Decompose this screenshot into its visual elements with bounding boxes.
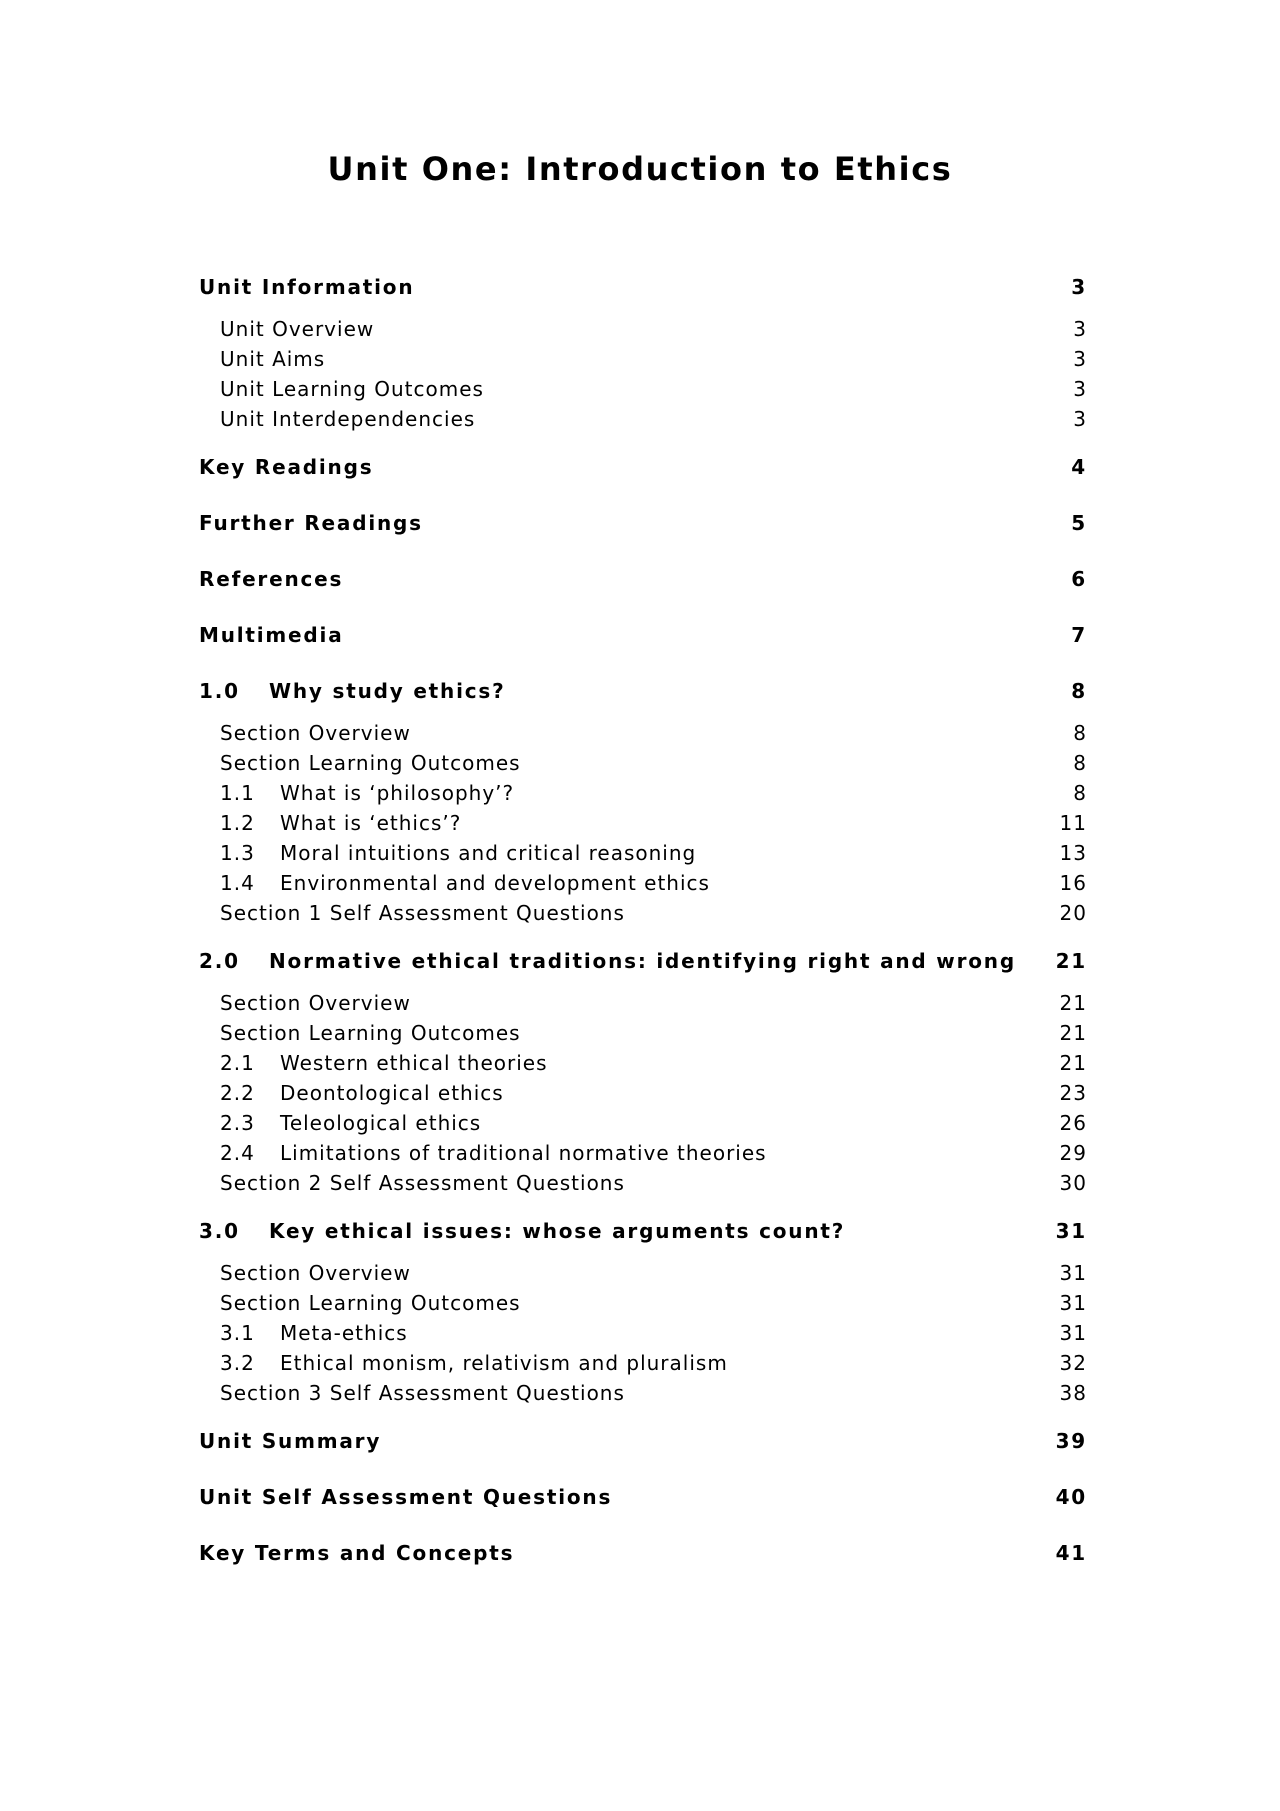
toc-subentry[interactable] [199, 778, 1087, 808]
toc-entry-title: Key Readings [199, 455, 374, 479]
toc-entry-title: Moral intuitions and critical reasoning [280, 841, 697, 865]
toc-subentry[interactable] [199, 344, 1087, 374]
toc-entry-label-group [220, 1168, 625, 1198]
toc-entry-page-number: 8 [1073, 781, 1087, 805]
toc-entry-number: 3.0 [199, 1219, 240, 1243]
toc-subentry[interactable] [199, 1288, 1087, 1318]
toc-entry-page-number: 3 [1073, 407, 1087, 431]
toc-entry-page-number: 3 [1073, 317, 1087, 341]
toc-entry-title: Deontological ethics [280, 1081, 504, 1105]
toc-entry-label-group [199, 1426, 381, 1456]
table-of-contents [199, 272, 1087, 1594]
toc-entry-number: 1.2 [220, 811, 255, 835]
toc-entry-label-group [220, 838, 696, 868]
toc-entry-title: Section 1 Self Assessment Questions [220, 901, 625, 925]
toc-entry-page-number: 41 [1055, 1541, 1087, 1565]
toc-subentry[interactable] [199, 1348, 1087, 1378]
toc-entry-page-number: 31 [1059, 1321, 1087, 1345]
toc-heading-entry[interactable] [199, 272, 1087, 314]
toc-heading-entry[interactable] [199, 1426, 1087, 1482]
toc-subentry[interactable] [199, 1048, 1087, 1078]
toc-entry-title: Further Readings [199, 511, 423, 535]
toc-entry-label-group [220, 1288, 521, 1318]
toc-subentry[interactable] [199, 314, 1087, 344]
toc-entry-page-number: 21 [1059, 1021, 1087, 1045]
toc-entry-title: Section 3 Self Assessment Questions [220, 1381, 625, 1405]
toc-entry-page-number: 11 [1059, 811, 1087, 835]
toc-entry-title: Unit Self Assessment Questions [199, 1485, 613, 1509]
toc-entry-number: 2.4 [220, 1141, 255, 1165]
toc-entry-label-group [220, 1018, 521, 1048]
toc-entry-title: Section Learning Outcomes [220, 751, 521, 775]
toc-entry-number: 2.0 [199, 949, 240, 973]
toc-entry-page-number: 3 [1071, 275, 1087, 299]
toc-entry-label-group [220, 1138, 767, 1168]
toc-entry-label-group [220, 868, 710, 898]
toc-entry-label-group [220, 314, 374, 344]
toc-heading-entry[interactable] [199, 1216, 1087, 1258]
toc-entry-label-group [220, 808, 461, 838]
toc-entry-page-number: 7 [1071, 623, 1087, 647]
toc-entry-page-number: 21 [1059, 1051, 1087, 1075]
toc-entry-page-number: 39 [1055, 1429, 1087, 1453]
toc-entry-label-group [220, 404, 475, 434]
toc-entry-title: Key ethical issues: whose arguments count? [269, 1219, 846, 1243]
toc-entry-title: Multimedia [199, 623, 344, 647]
toc-entry-page-number: 16 [1059, 871, 1087, 895]
toc-heading-entry[interactable] [199, 946, 1087, 988]
toc-entry-label-group [199, 1482, 612, 1512]
toc-heading-entry[interactable] [199, 564, 1087, 620]
toc-entry-title: Section Overview [220, 1261, 411, 1285]
toc-subentry[interactable] [199, 1318, 1087, 1348]
toc-entry-number: 1.0 [199, 679, 240, 703]
toc-entry-page-number: 5 [1071, 511, 1087, 535]
toc-subentry[interactable] [199, 1378, 1087, 1426]
toc-entry-label-group [220, 1108, 481, 1138]
toc-entry-page-number: 3 [1073, 377, 1087, 401]
toc-entry-title: Key Terms and Concepts [199, 1541, 515, 1565]
toc-entry-label-group [220, 778, 514, 808]
toc-entry-label-group [199, 564, 343, 594]
toc-entry-page-number: 30 [1059, 1171, 1087, 1195]
toc-entry-page-number: 6 [1071, 567, 1087, 591]
toc-entry-page-number: 32 [1059, 1351, 1087, 1375]
toc-subentry[interactable] [199, 404, 1087, 452]
toc-entry-title: Environmental and development ethics [280, 871, 710, 895]
toc-entry-label-group [199, 1538, 514, 1568]
toc-entry-number: 3.1 [220, 1321, 255, 1345]
toc-entry-label-group [220, 1258, 411, 1288]
toc-entry-label-group [199, 508, 423, 538]
toc-entry-title: Section 2 Self Assessment Questions [220, 1171, 625, 1195]
toc-subentry[interactable] [199, 988, 1087, 1018]
toc-entry-label-group [220, 344, 325, 374]
toc-entry-label-group [220, 1048, 548, 1078]
toc-subentry[interactable] [199, 1138, 1087, 1168]
toc-entry-title: Limitations of traditional normative theories [280, 1141, 767, 1165]
toc-entry-title: Unit Summary [199, 1429, 382, 1453]
toc-entry-page-number: 3 [1073, 347, 1087, 371]
toc-entry-number: 1.1 [220, 781, 255, 805]
toc-entry-title: Teleological ethics [280, 1111, 482, 1135]
toc-entry-page-number: 4 [1071, 455, 1087, 479]
toc-entry-label-group [199, 452, 373, 482]
toc-entry-page-number: 26 [1059, 1111, 1087, 1135]
toc-subentry[interactable] [199, 1018, 1087, 1048]
toc-entry-label-group [220, 748, 521, 778]
toc-entry-title: References [199, 567, 344, 591]
toc-heading-entry[interactable] [199, 620, 1087, 676]
page-title: Unit One: Introduction to Ethics [327, 150, 953, 188]
toc-entry-number: 2.2 [220, 1081, 255, 1105]
toc-subentry[interactable] [199, 808, 1087, 838]
toc-subentry[interactable] [199, 374, 1087, 404]
toc-entry-number: 1.3 [220, 841, 255, 865]
toc-entry-label-group [220, 1078, 504, 1108]
toc-entry-page-number: 29 [1059, 1141, 1087, 1165]
toc-heading-entry[interactable] [199, 1482, 1087, 1538]
toc-entry-page-number: 31 [1059, 1261, 1087, 1285]
toc-entry-label-group [220, 898, 625, 928]
toc-entry-page-number: 31 [1059, 1291, 1087, 1315]
toc-entry-page-number: 20 [1059, 901, 1087, 925]
toc-subentry[interactable] [199, 1258, 1087, 1288]
toc-entry-label-group [199, 1216, 845, 1246]
toc-entry-number: 2.1 [220, 1051, 255, 1075]
toc-subentry[interactable] [199, 838, 1087, 868]
toc-subentry[interactable] [199, 1078, 1087, 1108]
toc-entry-title: What is ‘ethics’? [280, 811, 462, 835]
toc-entry-title: Unit Interdependencies [220, 407, 476, 431]
toc-entry-label-group [220, 1318, 408, 1348]
toc-entry-title: Unit Information [199, 275, 415, 299]
toc-entry-page-number: 8 [1073, 751, 1087, 775]
toc-entry-title: Section Learning Outcomes [220, 1021, 521, 1045]
toc-heading-entry[interactable] [199, 1538, 1087, 1594]
toc-subentry[interactable] [199, 868, 1087, 898]
toc-entry-title: Unit Learning Outcomes [220, 377, 484, 401]
toc-entry-page-number: 8 [1073, 721, 1087, 745]
toc-entry-page-number: 21 [1055, 949, 1087, 973]
toc-entry-page-number: 40 [1055, 1485, 1087, 1509]
toc-entry-label-group [220, 1348, 728, 1378]
toc-entry-title: Western ethical theories [280, 1051, 548, 1075]
toc-entry-page-number: 38 [1059, 1381, 1087, 1405]
toc-entry-page-number: 8 [1071, 679, 1087, 703]
toc-subentry[interactable] [199, 748, 1087, 778]
toc-entry-title: Section Overview [220, 991, 411, 1015]
toc-entry-title: Unit Aims [220, 347, 326, 371]
toc-subentry[interactable] [199, 898, 1087, 946]
toc-entry-title: Why study ethics? [269, 679, 506, 703]
toc-entry-title: What is ‘philosophy’? [280, 781, 515, 805]
toc-subentry[interactable] [199, 1168, 1087, 1216]
toc-entry-label-group [199, 620, 343, 650]
toc-entry-title: Ethical monism, relativism and pluralism [280, 1351, 728, 1375]
toc-entry-label-group [220, 1378, 625, 1408]
toc-entry-label-group [220, 374, 484, 404]
toc-subentry[interactable] [199, 1108, 1087, 1138]
toc-entry-page-number: 23 [1059, 1081, 1087, 1105]
toc-heading-entry[interactable] [199, 676, 1087, 718]
toc-entry-label-group [220, 988, 411, 1018]
toc-entry-title: Section Overview [220, 721, 411, 745]
toc-entry-title: Section Learning Outcomes [220, 1291, 521, 1315]
toc-heading-entry[interactable] [199, 452, 1087, 508]
toc-entry-number: 1.4 [220, 871, 255, 895]
toc-entry-page-number: 21 [1059, 991, 1087, 1015]
toc-entry-label-group [199, 676, 506, 706]
toc-entry-page-number: 13 [1059, 841, 1087, 865]
toc-entry-page-number: 31 [1055, 1219, 1087, 1243]
toc-entry-number: 2.3 [220, 1111, 255, 1135]
toc-entry-title: Normative ethical traditions: identifying right and wrong [269, 949, 1016, 973]
toc-entry-label-group [220, 718, 411, 748]
toc-heading-entry[interactable] [199, 508, 1087, 564]
toc-entry-title: Meta-ethics [280, 1321, 408, 1345]
toc-entry-title: Unit Overview [220, 317, 375, 341]
toc-entry-label-group [199, 946, 1016, 976]
toc-entry-number: 3.2 [220, 1351, 255, 1375]
toc-entry-label-group [199, 272, 414, 302]
toc-subentry[interactable] [199, 718, 1087, 748]
